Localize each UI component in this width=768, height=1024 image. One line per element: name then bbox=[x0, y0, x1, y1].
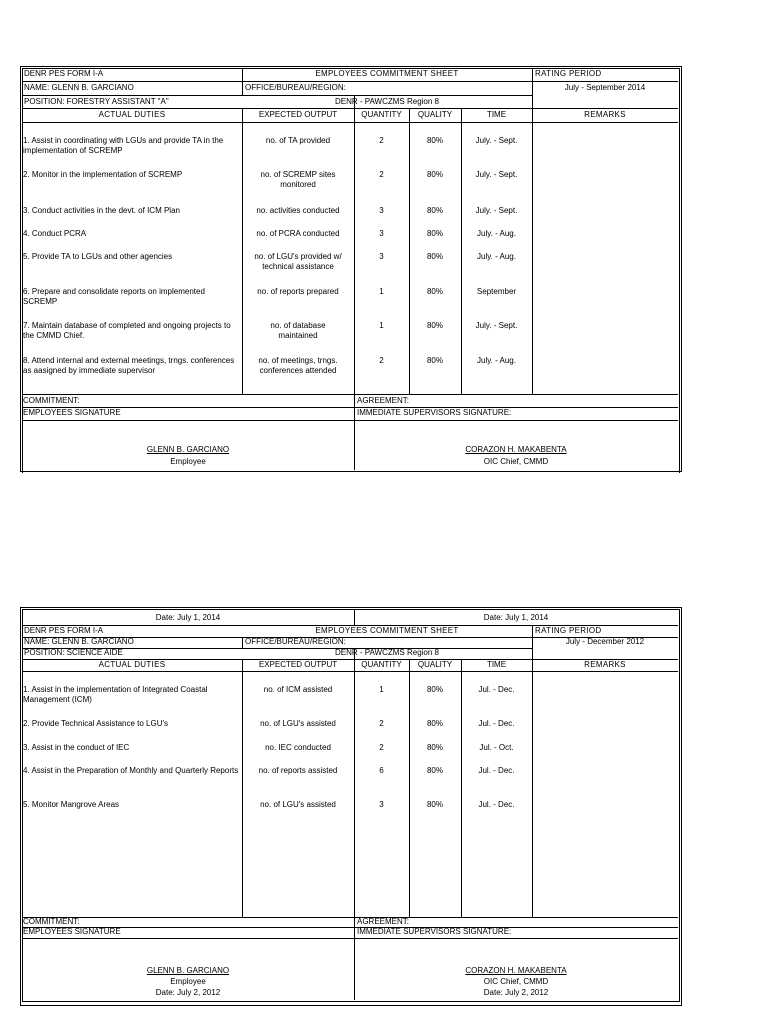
col-remarks: REMARKS bbox=[584, 660, 626, 669]
time-cell: Jul. - Oct. bbox=[479, 743, 514, 752]
quantity-cell: 3 bbox=[379, 800, 384, 809]
output-cell: no. of TA provided bbox=[265, 136, 331, 145]
employee-signatory-name: GLENN B. GARCIANO bbox=[146, 966, 230, 975]
sheet-title: EMPLOYEES COMMITMENT SHEET bbox=[315, 69, 459, 78]
quantity-cell: 3 bbox=[379, 252, 384, 261]
time-cell: Jul. - Dec. bbox=[478, 685, 515, 694]
output-cell: no. activities conducted bbox=[256, 206, 340, 215]
duty-cell: 2. Monitor in the implementation of SCREMP bbox=[23, 170, 183, 179]
commitment-sheet-2014 bbox=[20, 66, 682, 470]
employee-signature-label: EMPLOYEES SIGNATURE bbox=[23, 408, 121, 417]
quantity-cell: 2 bbox=[379, 136, 384, 145]
form-id: DENR PES FORM I-A bbox=[24, 69, 104, 78]
sheet-inner-border bbox=[22, 68, 680, 473]
quantity-cell: 2 bbox=[379, 743, 384, 752]
employee-signatory-role: Employee bbox=[170, 457, 206, 466]
office-value: DENR - PAWCZMS Region 8 bbox=[334, 648, 440, 657]
quantity-cell: 3 bbox=[379, 206, 384, 215]
duty-cell: 4. Conduct PCRA bbox=[23, 229, 87, 238]
time-cell: July. - Aug. bbox=[477, 252, 516, 261]
supervisor-signatory-role: OIC Chief, CMMD bbox=[483, 457, 549, 466]
col-time: TIME bbox=[486, 660, 507, 669]
output-cell: no. of LGU's provided w/ technical assistance bbox=[254, 252, 342, 271]
duty-cell: 3. Conduct activities in the devt. of ICM Plan bbox=[23, 206, 180, 215]
time-cell: July. - Sept. bbox=[475, 206, 518, 215]
col-quality: QUALITY bbox=[417, 110, 453, 119]
duty-cell: 5. Provide TA to LGUs and other agencies bbox=[23, 252, 173, 261]
quality-cell: 80% bbox=[426, 206, 443, 215]
agreement-label: AGREEMENT: bbox=[357, 917, 410, 926]
duty-cell: 7. Maintain database of completed and ongoing projects to the CMMD Chief. bbox=[23, 321, 231, 340]
supervisor-signatory-role: OIC Chief, CMMD bbox=[483, 977, 549, 986]
output-cell: no. of reports prepared bbox=[257, 287, 339, 296]
time-cell: July. - Aug. bbox=[477, 356, 516, 365]
employee-signatory-name: GLENN B. GARCIANO bbox=[146, 445, 230, 454]
quantity-cell: 2 bbox=[379, 356, 384, 365]
quality-cell: 80% bbox=[426, 766, 443, 775]
time-cell: September bbox=[476, 287, 517, 296]
duty-cell: 2. Provide Technical Assistance to LGU's bbox=[23, 719, 169, 728]
employee-name-field: NAME: GLENN B. GARCIANO bbox=[24, 637, 134, 646]
quality-cell: 80% bbox=[426, 800, 443, 809]
quality-cell: 80% bbox=[426, 136, 443, 145]
col-expected-output: EXPECTED OUTPUT bbox=[258, 660, 338, 669]
agreement-label: AGREEMENT: bbox=[357, 396, 410, 405]
quality-cell: 80% bbox=[426, 170, 443, 179]
col-expected-output: EXPECTED OUTPUT bbox=[258, 110, 338, 119]
supervisor-signature-label: IMMEDIATE SUPERVISORS SIGNATURE: bbox=[357, 927, 512, 936]
commitment-label: COMMITMENT: bbox=[23, 396, 80, 405]
col-actual-duties: ACTUAL DUTIES bbox=[98, 110, 166, 119]
form-id: DENR PES FORM I-A bbox=[24, 626, 104, 635]
supervisor-signature-date: Date: July 2, 2012 bbox=[483, 988, 549, 997]
output-cell: no. of ICM assisted bbox=[263, 685, 333, 694]
output-cell: no. of reports assisted bbox=[258, 766, 338, 775]
quality-cell: 80% bbox=[426, 321, 443, 330]
time-cell: Jul. - Dec. bbox=[478, 800, 515, 809]
duty-cell: 5. Monitor Mangrove Areas bbox=[23, 800, 120, 809]
quantity-cell: 2 bbox=[379, 719, 384, 728]
col-remarks: REMARKS bbox=[584, 110, 626, 119]
commitment-label: COMMITMENT: bbox=[23, 917, 80, 926]
office-label: OFFICE/BUREAU/REGION: bbox=[245, 83, 346, 92]
rating-period-label: RATING PERIOD bbox=[535, 69, 602, 78]
quality-cell: 80% bbox=[426, 685, 443, 694]
quality-cell: 80% bbox=[426, 719, 443, 728]
quantity-cell: 6 bbox=[379, 766, 384, 775]
position-field: POSITION: SCIENCE AIDE bbox=[24, 648, 123, 657]
time-cell: July. - Sept. bbox=[475, 170, 518, 179]
output-cell: no. of LGU's assisted bbox=[260, 800, 336, 809]
time-cell: July. - Aug. bbox=[477, 229, 516, 238]
output-cell: no. of database maintained bbox=[270, 321, 326, 340]
employee-name-field: NAME: GLENN B. GARCIANO bbox=[24, 83, 134, 92]
office-label: OFFICE/BUREAU/REGION: bbox=[245, 637, 346, 646]
duty-cell: 1. Assist in coordinating with LGUs and provide TA in the implementation of SCREMP bbox=[23, 136, 224, 155]
rating-period-value: July - September 2014 bbox=[564, 83, 646, 92]
duty-cell: 8. Attend internal and external meetings, trngs. conferences as aasigned by immediate supervisor bbox=[23, 356, 235, 375]
quality-cell: 80% bbox=[426, 252, 443, 261]
col-actual-duties: ACTUAL DUTIES bbox=[98, 660, 166, 669]
quantity-cell: 1 bbox=[379, 321, 384, 330]
time-cell: July. - Sept. bbox=[475, 321, 518, 330]
duty-cell: 3. Assist in the conduct of IEC bbox=[23, 743, 130, 752]
time-cell: Jul. - Dec. bbox=[478, 766, 515, 775]
output-cell: no. of meetings, trngs. conferences attended bbox=[258, 356, 338, 375]
output-cell: no. of LGU's assisted bbox=[260, 719, 336, 728]
quality-cell: 80% bbox=[426, 356, 443, 365]
sheet-title: EMPLOYEES COMMITMENT SHEET bbox=[315, 626, 459, 635]
duty-cell: 1. Assist in the implementation of Integrated Coastal Management (ICM) bbox=[23, 685, 208, 704]
quantity-cell: 1 bbox=[379, 685, 384, 694]
quality-cell: 80% bbox=[426, 743, 443, 752]
col-quality: QUALITY bbox=[417, 660, 453, 669]
col-quantity: QUANTITY bbox=[361, 660, 402, 669]
date-left: Date: July 1, 2014 bbox=[155, 613, 221, 622]
output-cell: no. of PCRA conducted bbox=[256, 229, 340, 238]
position-field: POSITION: FORESTRY ASSISTANT "A" bbox=[24, 97, 169, 106]
col-quantity: QUANTITY bbox=[361, 110, 402, 119]
employee-signatory-role: Employee bbox=[170, 977, 206, 986]
quantity-cell: 2 bbox=[379, 170, 384, 179]
quality-cell: 80% bbox=[426, 287, 443, 296]
supervisor-signature-label: IMMEDIATE SUPERVISORS SIGNATURE: bbox=[357, 408, 512, 417]
supervisor-signatory-name: CORAZON H. MAKABENTA bbox=[465, 966, 567, 975]
time-cell: Jul. - Dec. bbox=[478, 719, 515, 728]
time-cell: July. - Sept. bbox=[475, 136, 518, 145]
output-cell: no. of SCREMP sites monitored bbox=[260, 170, 336, 189]
quantity-cell: 3 bbox=[379, 229, 384, 238]
duty-cell: 4. Assist in the Preparation of Monthly and Quarterly Reports bbox=[23, 766, 239, 775]
rating-period-value: July - December 2012 bbox=[565, 637, 645, 646]
supervisor-signatory-name: CORAZON H. MAKABENTA bbox=[465, 445, 567, 454]
date-right: Date: July 1, 2014 bbox=[483, 613, 549, 622]
employee-signature-label: EMPLOYEES SIGNATURE bbox=[23, 927, 121, 936]
office-value: DENR - PAWCZMS Region 8 bbox=[334, 97, 440, 106]
quantity-cell: 1 bbox=[379, 287, 384, 296]
col-time: TIME bbox=[486, 110, 507, 119]
commitment-sheet-2012 bbox=[20, 607, 682, 1004]
output-cell: no. IEC conducted bbox=[265, 743, 331, 752]
employee-signature-date: Date: July 2, 2012 bbox=[155, 988, 221, 997]
quality-cell: 80% bbox=[426, 229, 443, 238]
duty-cell: 6. Prepare and consolidate reports on implemented SCREMP bbox=[23, 287, 205, 306]
rating-period-label: RATING PERIOD bbox=[535, 626, 602, 635]
